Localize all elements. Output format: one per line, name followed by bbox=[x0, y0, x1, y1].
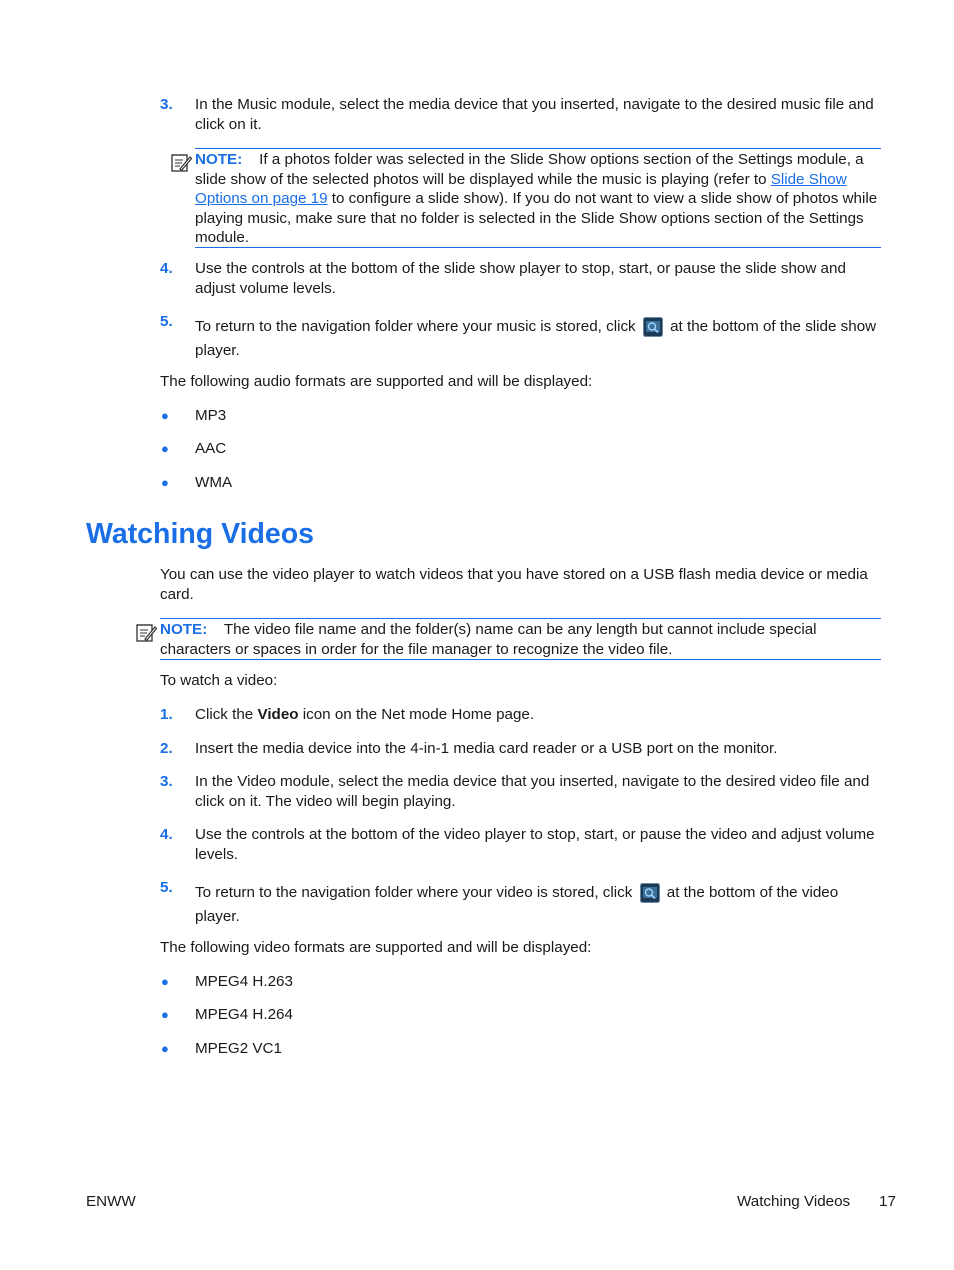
note-body bbox=[160, 620, 881, 659]
list-item: MPEG2 VC1 bbox=[195, 1040, 282, 1057]
bullet: ● bbox=[161, 1007, 169, 1022]
step-number: 4. bbox=[160, 260, 173, 277]
step-number: 4. bbox=[160, 826, 173, 843]
note-label: NOTE: bbox=[160, 621, 208, 638]
bullet: ● bbox=[161, 974, 169, 989]
step-number: 5. bbox=[160, 313, 173, 330]
step-text bbox=[195, 705, 885, 725]
step-text-a: To return to the navigation folder where your music is stored, click bbox=[195, 318, 636, 335]
step-text-b: at the bottom of the slide show player. bbox=[195, 318, 877, 359]
step-number: 1. bbox=[160, 706, 173, 723]
step-number: 5. bbox=[160, 879, 173, 896]
list-item: AAC bbox=[195, 440, 227, 457]
bullet: ● bbox=[161, 408, 169, 423]
audio-intro: The following audio formats are supported and will be displayed: bbox=[160, 373, 593, 390]
list-item: WMA bbox=[195, 474, 233, 491]
step-text: Insert the media device into the 4-in-1 media card reader or a USB port on the monitor. bbox=[195, 740, 778, 757]
video-intro: You can use the video player to watch videos that you have stored on a USB flash media device or media card. bbox=[160, 566, 868, 603]
bullet: ● bbox=[161, 441, 169, 456]
footer-left: ENWW bbox=[86, 1193, 136, 1210]
bullet: ● bbox=[161, 1041, 169, 1056]
note-box bbox=[195, 148, 881, 248]
step-text: Use the controls at the bottom of the slide show player to stop, start, or pause the slide show and adjust volume levels. bbox=[195, 260, 846, 297]
list-item: MP3 bbox=[195, 407, 227, 424]
folder-navigation-icon bbox=[643, 317, 663, 337]
note-icon bbox=[135, 621, 157, 643]
note-text: The video file name and the folder(s) name can be any length but cannot include special characters or spaces in order for the file manager to recognize the video file. bbox=[160, 621, 817, 658]
slide-show-options-link[interactable]: Slide Show Options on page 19 bbox=[195, 170, 847, 207]
video-formats-intro: The following video formats are supported and will be displayed: bbox=[160, 939, 592, 956]
step-text-b: icon on the Net mode Home page. bbox=[298, 706, 535, 723]
step-text-a: Click the bbox=[195, 706, 258, 723]
note-icon bbox=[170, 151, 192, 173]
step-text bbox=[195, 881, 885, 929]
section-title: Watching Videos bbox=[86, 518, 315, 550]
bullet: ● bbox=[161, 475, 169, 490]
note-text: to configure a slide show). If you do not want to view a slide show of photos while playing music, make sure that no folder is selected in the Slide Show options section of the Settings module. bbox=[195, 190, 878, 246]
watch-intro: To watch a video: bbox=[160, 672, 278, 689]
step-text-b: at the bottom of the video player. bbox=[195, 884, 839, 925]
step-number: 2. bbox=[160, 740, 173, 757]
step-text: In the Music module, select the media device that you inserted, navigate to the desired music file and click on it. bbox=[195, 96, 874, 133]
step-text bbox=[195, 315, 885, 363]
page-number: 17 bbox=[879, 1193, 896, 1210]
step-number: 3. bbox=[160, 96, 173, 113]
step-text: Use the controls at the bottom of the video player to stop, start, or pause the video and adjust volume levels. bbox=[195, 826, 875, 863]
note-box bbox=[160, 618, 881, 660]
step-number: 3. bbox=[160, 773, 173, 790]
note-label: NOTE: bbox=[195, 151, 243, 168]
note-body bbox=[195, 150, 881, 248]
video-term: Video bbox=[257, 706, 299, 723]
step-text-a: To return to the navigation folder where your video is stored, click bbox=[195, 884, 633, 901]
folder-navigation-icon bbox=[640, 883, 660, 903]
note-text: If a photos folder was selected in the Slide Show options section of the Settings module, a slide show of the selected photos will be displayed while the music is playing (refer to bbox=[195, 151, 864, 188]
list-item: MPEG4 H.264 bbox=[195, 1006, 293, 1023]
footer-section: Watching Videos bbox=[737, 1193, 851, 1210]
list-item: MPEG4 H.263 bbox=[195, 973, 293, 990]
step-text: In the Video module, select the media device that you inserted, navigate to the desired video file and click on it. The video will begin playing. bbox=[195, 773, 870, 810]
